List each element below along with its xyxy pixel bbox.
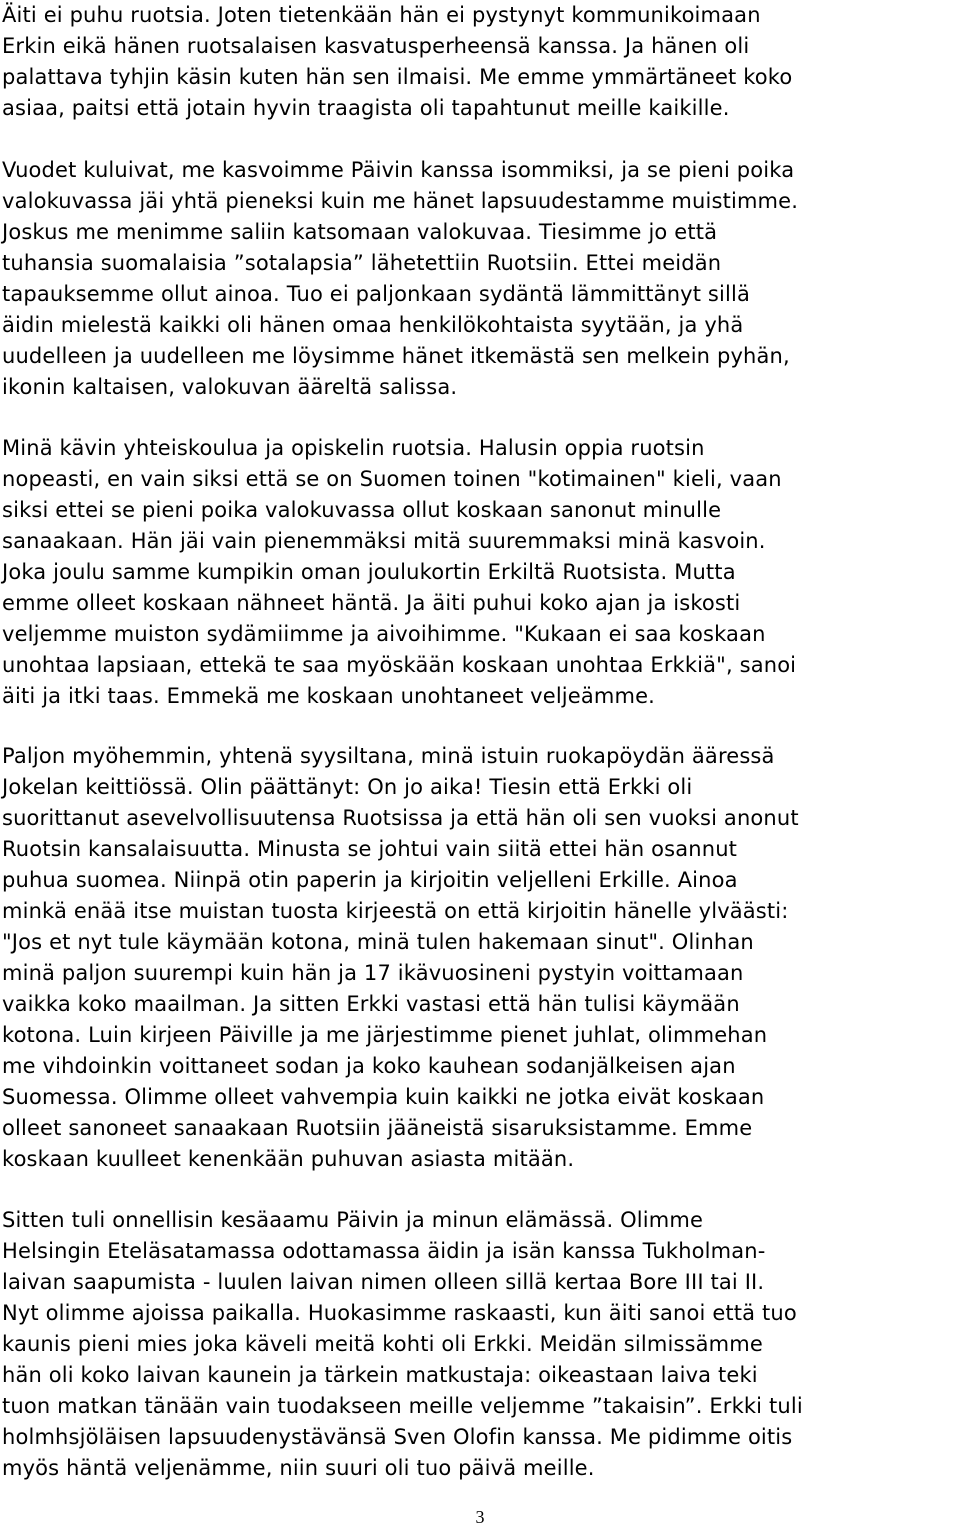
- paragraph-3: Minä kävin yhteiskoulua ja opiskelin ruotsia. Halusin oppia ruotsin nopeasti, en vain siksi että se on Suomen toinen "kotimainen" kieli, vaan siksi ettei se pieni poika valokuvassa ollut koskaan sanonut minulle sanaakaan. Hän jäi vain pienemmäksi mitä suuremmaksi minä kasvoin. Joka joulu samme kumpikin oman joulukortin Erkiltä Ruotsista. Mutta emme olleet koskaan nähneet häntä. Ja äiti puhui koko ajan ja iskosti veljemme muiston sydämiimme ja aivoihimme. "Kukaan ei saa koskaan unohtaa lapsiaan, ettekä te saa myöskään koskaan unohtaa Erkkiä", sanoi äiti ja itki taas. Emmekä me koskaan unohtaneet veljeämme.: [2, 436, 797, 708]
- page-number: 3: [475, 1507, 485, 1527]
- paragraph-1: Äiti ei puhu ruotsia. Joten tietenkään hän ei pystynyt kommunikoimaan Erkin eikä hänen ruotsalaisen kasvatusperheensä kanssa. Ja hänen oli palattava tyhjin käsin kuten hän sen ilmaisi. Me emme ymmärtäneet koko asiaa, paitsi että jotain hyvin traagista oli tapahtunut meille kaikille.: [2, 3, 793, 120]
- paragraph-2: Vuodet kuluivat, me kasvoimme Päivin kanssa isommiksi, ja se pieni poika valokuvassa jäi yhtä pieneksi kuin me hänet lapsuudestamme muistimme. Joskus me menimme saliin katsomaan valokuvaa. Tiesimme jo että tuhansia suomalaisia ”sotalapsia” lähetettiin Ruotsiin. Ettei meidän tapauksemme ollut ainoa. Tuo ei paljonkaan sydäntä lämmittänyt sillä äidin mielestä kaikki oli hänen omaa henkilökohtaista syytään, ja yhä uudelleen ja uudelleen me löysimme hänet itkemästä sen melkein pyhän, ikonin kaltaisen, valokuvan ääreltä salissa.: [2, 158, 799, 399]
- paragraph-5: Sitten tuli onnellisin kesäaamu Päivin ja minun elämässä. Olimme Helsingin Eteläsatamassa odottamassa äidin ja isän kanssa Tukholman- laivan saapumista - luulen laivan nimen olleen sillä kertaa Bore III tai II. Nyt olimme ajoissa paikalla. Huokasimme raskaasti, kun äiti sanoi että tuo kaunis pieni mies joka käveli meitä kohti oli Erkki. Meidän silmissämme hän oli koko laivan kaunein ja tärkein matkustaja: oikeastaan laiva teki tuon matkan tänään vain tuodakseen meille veljemme ”takaisin”. Erkki tuli holmhsjöläisen lapsuudenystävänsä Sven Olofin kanssa. Me pidimme oitis myös häntä veljenämme, niin suuri oli tuo päivä meille.: [2, 1208, 803, 1480]
- paragraph-4: Paljon myöhemmin, yhtenä syysiltana, minä istuin ruokapöydän ääressä Jokelan keittiössä. Olin päättänyt: On jo aika! Tiesin että Erkki oli suorittanut asevelvollisuutensa Ruotsissa ja että hän oli sen vuoksi anonut Ruotsin kansalaisuutta. Minusta se johtui vain siitä ettei hän osannut puhua suomea. Niinpä otin paperin ja kirjoitin veljelleni Erkille. Ainoa minkä enää itse muistan tuosta kirjeestä on että kirjoitin hänelle ylväästi: "Jos et nyt tule käymään kotona, minä tulen hakemaan sinut". Olinhan minä paljon suurempi kuin hän ja 17 ikävuosineni pystyin voittamaan vaikka koko maailman. Ja sitten Erkki vastasi että hän tulisi käymään kotona. Luin kirjeen Päiville ja me järjestimme pienet juhlat, olimmehan me vihdoinkin voittaneet sodan ja koko kauhean sodanjälkeisen ajan Suomessa. Olimme olleet vahvempia kuin kaikki ne jotka eivät koskaan olleet sanoneet sanaakaan Ruotsiin jääneistä sisaruksistamme. Emme koskaan kuulleet kenenkään puhuvan asiasta mitään.: [2, 744, 799, 1171]
